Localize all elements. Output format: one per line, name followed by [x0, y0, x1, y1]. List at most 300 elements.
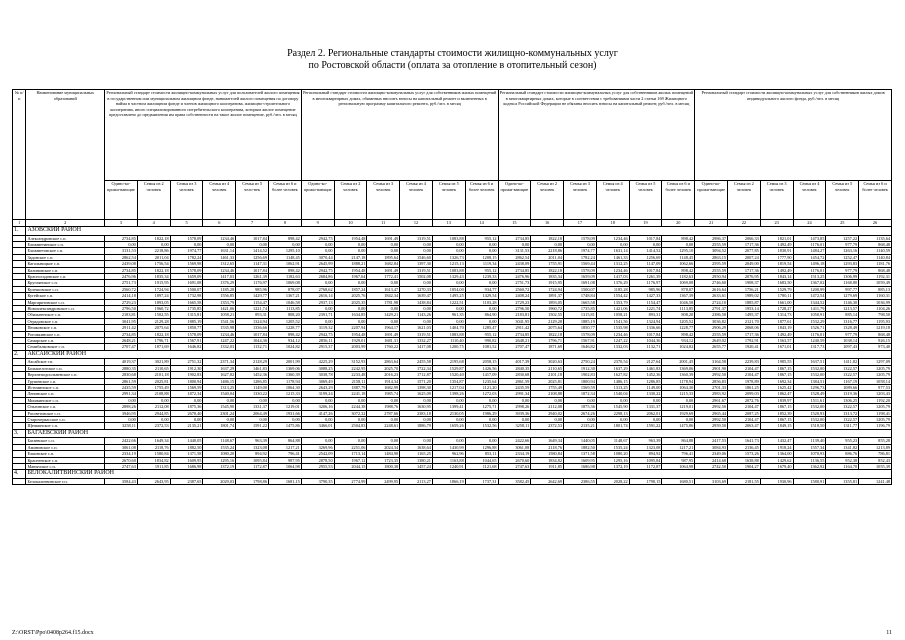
value-cell: 2108,88 — [137, 391, 170, 397]
value-cell: 1148,67 — [203, 438, 236, 444]
value-cell: 1882,50 — [170, 444, 203, 450]
value-cell: 1182,63 — [268, 273, 301, 279]
value-cell: 1800,94 — [564, 378, 597, 384]
value-cell: 1528,49 — [793, 391, 826, 397]
value-cell: 3041,95 — [105, 318, 138, 324]
value-cell: 1203,43 — [859, 391, 892, 397]
value-cell: 2862,54 — [498, 254, 531, 260]
value-cell: 3021,89 — [137, 359, 170, 365]
value-cell: 2135,21 — [170, 423, 203, 429]
subheader-cell: Семья из 4 человек — [203, 181, 236, 220]
value-cell: 2965,44 — [695, 410, 728, 416]
value-cell: 2422,66 — [105, 438, 138, 444]
value-cell: 1256,69 — [629, 254, 662, 260]
value-cell: 1362,92 — [793, 463, 826, 469]
value-cell: 0,00 — [400, 248, 433, 254]
value-cell: 2648,21 — [498, 338, 531, 344]
value-cell: 2414,68 — [695, 457, 728, 463]
value-cell: 898,42 — [662, 235, 695, 241]
value-cell: 1661,00 — [760, 299, 793, 305]
value-cell: 2455,58 — [400, 359, 433, 365]
value-cell: 1822,18 — [531, 235, 564, 241]
value-cell: 1149,00 — [629, 384, 662, 390]
value-cell: 1902,83 — [564, 372, 597, 378]
value-cell: 1176,97 — [629, 280, 662, 286]
value-cell: 2724,10 — [695, 299, 728, 305]
value-cell: 1119,34 — [465, 261, 498, 267]
value-cell: 1104,26 — [859, 305, 892, 311]
value-cell: 2121,70 — [728, 318, 761, 324]
value-cell: 1360,39 — [268, 372, 301, 378]
value-cell: 1989,02 — [728, 293, 761, 299]
value-cell: 1328,49 — [826, 325, 859, 331]
value-cell: 1649,34 — [531, 438, 564, 444]
value-cell: 1569,44 — [564, 261, 597, 267]
value-cell: 1988,76 — [367, 404, 400, 410]
value-cell: 1113,85 — [268, 305, 301, 311]
value-cell: 1580,84 — [137, 451, 170, 457]
value-cell: 0,00 — [367, 438, 400, 444]
value-cell: 2942,75 — [301, 331, 334, 337]
value-cell: 3584,43 — [105, 478, 138, 484]
value-cell: 894,92 — [629, 451, 662, 457]
value-cell: 1398,30 — [400, 384, 433, 390]
value-cell: 2066,33 — [728, 235, 761, 241]
value-cell: 1256,69 — [236, 254, 269, 260]
value-cell: 1492,49 — [760, 267, 793, 273]
value-cell: 1755,91 — [531, 261, 564, 267]
value-cell: 1760,22 — [367, 344, 400, 350]
value-cell: 1429,54 — [465, 293, 498, 299]
value-cell: 2555,59 — [695, 331, 728, 337]
value-cell: 0,00 — [367, 248, 400, 254]
value-cell: 1659,09 — [564, 273, 597, 279]
value-cell: 1038,14 — [826, 338, 859, 344]
value-cell: 3084,93 — [695, 444, 728, 450]
value-cell: 1376,29 — [203, 280, 236, 286]
value-cell: 0,00 — [432, 280, 465, 286]
value-cell: 2244,38 — [334, 404, 367, 410]
value-cell: 1330,22 — [629, 391, 662, 397]
value-cell: 2560,72 — [105, 286, 138, 292]
value-cell: 2438,09 — [498, 261, 531, 267]
value-cell: 1822,18 — [531, 267, 564, 273]
value-cell: 2025,70 — [367, 365, 400, 371]
value-cell: 1520,93 — [793, 410, 826, 416]
value-cell: 2251,06 — [334, 444, 367, 450]
value-cell: 0,00 — [334, 280, 367, 286]
value-cell: 1263,16 — [826, 248, 859, 254]
value-cell: 2207,94 — [334, 325, 367, 331]
column-number: 19 — [629, 220, 662, 227]
value-cell: 2183,81 — [498, 312, 531, 318]
municipality-name: Старочеркасское с.п. — [26, 416, 105, 422]
value-cell: 1306,99 — [826, 273, 859, 279]
value-cell: 1024,82 — [662, 344, 695, 350]
region-name: АКСАЙСКИЙ РАЙОН — [26, 350, 892, 359]
value-cell: 2218,86 — [137, 248, 170, 254]
value-cell: 2992,50 — [695, 404, 728, 410]
value-cell: 1541,56 — [596, 318, 629, 324]
value-cell: 0,00 — [367, 416, 400, 422]
value-cell: 1843,19 — [760, 325, 793, 331]
value-cell: 1247,22 — [596, 338, 629, 344]
value-cell: 3269,96 — [301, 444, 334, 450]
value-cell: 1205,52 — [662, 318, 695, 324]
value-cell: 1732,98 — [170, 293, 203, 299]
value-cell: 0,00 — [334, 305, 367, 311]
value-cell: 1372,19 — [596, 463, 629, 469]
value-cell: 1540,04 — [596, 391, 629, 397]
value-cell: 1822,18 — [137, 331, 170, 337]
column-number: 14 — [465, 220, 498, 227]
value-cell: 1978,89 — [728, 378, 761, 384]
value-cell: 1062,91 — [268, 261, 301, 267]
value-cell: 2961,67 — [695, 397, 728, 403]
value-cell: 0,00 — [236, 416, 269, 422]
value-cell: 1371,58 — [564, 451, 597, 457]
value-cell: 1219,01 — [662, 404, 695, 410]
municipality-name: Аксайское г.п. — [26, 359, 105, 365]
value-cell: 1886,79 — [400, 423, 433, 429]
value-cell: 0,00 — [105, 416, 138, 422]
value-cell: 1024,82 — [268, 344, 301, 350]
value-cell: 1397,30 — [400, 261, 433, 267]
subheader-cell: Семья из 6 и более человек — [859, 181, 892, 220]
header-subcolumns — [13, 181, 892, 220]
value-cell: 2911,42 — [105, 325, 138, 331]
subheader-cell: Семья из 3 человек — [564, 181, 597, 220]
value-cell: 1486,15 — [203, 378, 236, 384]
value-cell: 2025,76 — [334, 293, 367, 299]
value-cell: 853,11 — [465, 451, 498, 457]
value-cell: 1475,86 — [662, 423, 695, 429]
value-cell: 1680,51 — [662, 478, 695, 484]
municipality-name: Пешковское с.п. — [26, 325, 105, 331]
value-cell: 1234,46 — [203, 331, 236, 337]
value-cell: 1897,24 — [137, 293, 170, 299]
value-cell: 1355,81 — [826, 478, 859, 484]
value-cell: 973,40 — [859, 344, 892, 350]
value-cell: 1496,18 — [793, 261, 826, 267]
value-cell: 0,00 — [400, 438, 433, 444]
value-cell: 878,07 — [662, 286, 695, 292]
value-cell: 0,00 — [400, 397, 433, 403]
value-cell: 1147,09 — [629, 261, 662, 267]
value-cell: 1782,24 — [170, 254, 203, 260]
value-cell: 1240,91 — [432, 463, 465, 469]
value-cell: 2992,50 — [695, 372, 728, 378]
value-cell: 1261,39 — [236, 273, 269, 279]
value-cell: 2025,81 — [137, 378, 170, 384]
header-municipality: Наименование муниципальных образований — [26, 90, 105, 220]
value-cell: 1354,87 — [432, 378, 465, 384]
value-cell: 1054,00 — [432, 286, 465, 292]
value-cell: 1083,88 — [432, 235, 465, 241]
value-cell: 898,42 — [268, 267, 301, 273]
value-cell: 0,00 — [170, 416, 203, 422]
value-cell: 2742,50 — [695, 463, 728, 469]
value-cell: 2101,18 — [137, 372, 170, 378]
value-cell: 0,00 — [432, 241, 465, 247]
subheader-cell: Одино-ко-прожи-вающие — [301, 181, 334, 220]
value-cell: 934,12 — [662, 338, 695, 344]
value-cell: 2110,65 — [531, 365, 564, 371]
value-cell: 1929,69 — [662, 410, 695, 416]
value-cell: 1486,15 — [596, 378, 629, 384]
value-cell: 977,79 — [826, 241, 859, 247]
value-cell: 1208,15 — [465, 254, 498, 260]
value-cell: 1146,30 — [826, 299, 859, 305]
value-cell: 898,42 — [662, 267, 695, 273]
value-cell: 1062,66 — [662, 261, 695, 267]
value-cell: 1421,06 — [596, 305, 629, 311]
value-cell: 1421,06 — [203, 305, 236, 311]
value-cell: 1213,89 — [859, 444, 892, 450]
value-cell: 2942,75 — [301, 267, 334, 273]
value-cell: 1017,84 — [236, 235, 269, 241]
value-cell: 1165,25 — [400, 451, 433, 457]
value-cell: 1986,29 — [465, 410, 498, 416]
value-cell: 0,00 — [170, 397, 203, 403]
value-cell: 955,12 — [465, 267, 498, 273]
value-cell: 1875,36 — [170, 404, 203, 410]
value-cell: 1205,79 — [859, 365, 892, 371]
value-cell: 1332,27 — [400, 338, 433, 344]
value-cell: 1341,82 — [826, 444, 859, 450]
value-cell: 2504,83 — [334, 423, 367, 429]
value-cell: 0,00 — [301, 280, 334, 286]
value-cell: 1912,30 — [170, 365, 203, 371]
value-cell: 2063,47 — [728, 423, 761, 429]
value-cell: 1417,03 — [596, 273, 629, 279]
value-cell: 0,00 — [400, 280, 433, 286]
value-cell: 0,00 — [498, 397, 531, 403]
value-cell: 1219,18 — [859, 325, 892, 331]
value-cell: 1454,72 — [793, 254, 826, 260]
value-cell: 1800,94 — [170, 378, 203, 384]
value-cell: 1911,85 — [137, 463, 170, 469]
value-cell: 0,00 — [564, 416, 597, 422]
value-cell: 0,00 — [629, 241, 662, 247]
value-cell: 1148,45 — [268, 254, 301, 260]
value-cell: 1438,84 — [400, 299, 433, 305]
value-cell: 3072,32 — [334, 410, 367, 416]
value-cell: 1567,91 — [170, 338, 203, 344]
value-cell: 1217,21 — [662, 444, 695, 450]
value-cell: 1535,98 — [203, 325, 236, 331]
value-cell: 1069,08 — [268, 280, 301, 286]
value-cell: 796,41 — [662, 451, 695, 457]
value-cell: 1637,51 — [793, 359, 826, 365]
value-cell: 2016,23 — [367, 372, 400, 378]
value-cell: 1185,28 — [203, 286, 236, 292]
municipality-name: Самарское с.п. — [26, 338, 105, 344]
value-cell: 1557,34 — [793, 444, 826, 450]
value-cell: 1495,37 — [728, 312, 761, 318]
value-cell: 1842,34 — [367, 293, 400, 299]
value-cell: 0,00 — [367, 397, 400, 403]
value-cell: 2645,99 — [301, 261, 334, 267]
value-cell: 977,79 — [826, 267, 859, 273]
value-cell: 3061,08 — [105, 444, 138, 450]
value-cell: 0,00 — [629, 416, 662, 422]
value-cell: 2901,90 — [695, 365, 728, 371]
value-cell: 1872,34 — [170, 391, 203, 397]
municipality-name: Кагальницкое с.п. — [26, 261, 105, 267]
value-cell: 1526,71 — [793, 325, 826, 331]
value-cell: 1192,20 — [859, 397, 892, 403]
value-cell: 1372,19 — [203, 463, 236, 469]
value-cell: 1849,15 — [760, 423, 793, 429]
value-cell: 2239,83 — [728, 359, 761, 365]
municipality-name: Багаевское с.п. — [26, 438, 105, 444]
value-cell: 1235,64 — [465, 378, 498, 384]
value-cell: 1974,77 — [170, 248, 203, 254]
value-cell: 1336,66 — [629, 325, 662, 331]
value-cell: 3258,11 — [105, 423, 138, 429]
municipality-name: Ажиновское с.п. — [26, 444, 105, 450]
value-cell: 1324,94 — [629, 318, 662, 324]
column-number: 13 — [432, 220, 465, 227]
value-cell: 1239,33 — [465, 273, 498, 279]
value-cell: 886,76 — [826, 451, 859, 457]
subheader-cell: Семья из 6 и более человек — [268, 181, 301, 220]
value-cell: 1914,34 — [367, 378, 400, 384]
value-cell: 1954,48 — [334, 267, 367, 273]
value-cell: 4147,26 — [301, 410, 334, 416]
value-cell: 1272,03 — [465, 391, 498, 397]
value-cell: 1314,73 — [760, 312, 793, 318]
value-cell: 1135,64 — [859, 235, 892, 241]
value-cell: 0,00 — [334, 416, 367, 422]
value-cell: 2104,47 — [728, 404, 761, 410]
value-cell: 1427,33 — [629, 293, 662, 299]
value-cell: 1234,46 — [203, 235, 236, 241]
municipality-name: Александровское с.п. — [26, 235, 105, 241]
value-cell: 2028,22 — [596, 478, 629, 484]
value-cell: 1638,64 — [400, 444, 433, 450]
value-cell: 1430,99 — [432, 444, 465, 450]
value-cell: 3094,52 — [695, 248, 728, 254]
value-cell: 1569,59 — [564, 384, 597, 390]
value-cell: 1857,24 — [334, 286, 367, 292]
value-cell: 1322,57 — [826, 365, 859, 371]
subheader-cell: Семья из 4 человек — [793, 181, 826, 220]
value-cell: 1502,08 — [400, 273, 433, 279]
header-group-3: Региональный стандарт стоимости жилищно-коммунальных услуг для собственников жилых помещений в многоквартирных домах, которые в соответствии с требованиями части 2 статьи 169 Жилищного кодекса Российской Федерации не обязаны вносить взносы на капитальный ремонт, руб./чел. в месяц — [498, 90, 695, 181]
value-cell: 1665,58 — [170, 299, 203, 305]
value-cell: 1103,28 — [465, 299, 498, 305]
value-cell: 1095,84 — [629, 457, 662, 463]
table-row — [13, 478, 892, 484]
value-cell: 1297,09 — [859, 359, 892, 365]
value-cell: 3582,45 — [498, 478, 531, 484]
value-cell: 1621,03 — [400, 325, 433, 331]
value-cell: 1353,79 — [203, 299, 236, 305]
value-cell: 2372,53 — [531, 423, 564, 429]
value-cell: 1782,24 — [564, 254, 597, 260]
value-cell: 1781,98 — [367, 299, 400, 305]
value-cell: 2911,42 — [498, 325, 531, 331]
value-cell: 955,12 — [465, 235, 498, 241]
value-cell: 1404,70 — [432, 325, 465, 331]
value-cell: 1724,94 — [137, 286, 170, 292]
value-cell: 0,00 — [367, 241, 400, 247]
value-cell: 1228,77 — [662, 325, 695, 331]
value-cell: 2001,99 — [268, 359, 301, 365]
column-number: 6 — [203, 220, 236, 227]
value-cell: 1580,84 — [531, 451, 564, 457]
value-cell: 1083,88 — [432, 267, 465, 273]
value-cell: 1322,57 — [826, 404, 859, 410]
value-cell: 1484,27 — [793, 248, 826, 254]
value-cell: 1520,40 — [432, 372, 465, 378]
header-group-1: Региональный стандарт стоимости жилищно-коммунальных услуг для пользователей жилого помещения в государственном или муниципальном жилищном фонде, нанимателей жилого помещения по договору найма в частном жилищном фонде и членов жилищного кооператива, жилищно-строительного кооператива, иного специализированного потребительского кооператива, которым жилое помещение предоставлено до предъявления им права собственности на такое жилое помещение, руб./чел. в месяц — [105, 90, 302, 181]
value-cell: 1541,56 — [203, 318, 236, 324]
value-cell: 3069,49 — [301, 378, 334, 384]
value-cell: 898,42 — [268, 331, 301, 337]
value-cell: 4225,29 — [301, 359, 334, 365]
value-cell: 0,00 — [596, 397, 629, 403]
value-cell: 2670,60 — [105, 457, 138, 463]
value-cell: 885,14 — [826, 312, 859, 318]
value-cell: 1331,37 — [236, 404, 269, 410]
municipality-name: Маргаритовское с.п. — [26, 299, 105, 305]
value-cell: 2003,99 — [334, 344, 367, 350]
value-cell: 1796,71 — [137, 338, 170, 344]
municipality-name: Грушевское с.п. — [26, 378, 105, 384]
value-cell: 2678,40 — [170, 410, 203, 416]
value-cell: 0,00 — [400, 241, 433, 247]
value-cell: 0,00 — [465, 318, 498, 324]
value-cell: 1293,83 — [826, 261, 859, 267]
value-cell: 1772,41 — [367, 273, 400, 279]
value-cell: 2937,13 — [301, 299, 334, 305]
value-cell: 1929,01 — [334, 338, 367, 344]
value-cell: 0,00 — [137, 241, 170, 247]
value-cell: 1545,90 — [596, 404, 629, 410]
value-cell: 0,00 — [564, 397, 597, 403]
value-cell: 2072,76 — [728, 397, 761, 403]
value-cell: 2007,24 — [728, 254, 761, 260]
value-cell: 1205,79 — [859, 372, 892, 378]
value-cell: 1426,56 — [465, 365, 498, 371]
subheader-cell: Семья из 2 человек — [728, 181, 761, 220]
value-cell: 1046,58 — [268, 299, 301, 305]
value-cell: 1176,01 — [793, 267, 826, 273]
value-cell: 2049,00 — [728, 261, 761, 267]
value-cell: 1081,52 — [465, 344, 498, 350]
region-number: 3. — [13, 429, 26, 438]
value-cell: 1748,84 — [564, 293, 597, 299]
value-cell: 1429,62 — [760, 457, 793, 463]
value-cell: 1540,04 — [203, 391, 236, 397]
value-cell: 1871,69 — [137, 344, 170, 350]
value-cell: 955,23 — [826, 438, 859, 444]
value-cell: 1432,47 — [760, 438, 793, 444]
value-cell: 1637,29 — [203, 365, 236, 371]
value-cell: 1178,94 — [268, 378, 301, 384]
value-cell: 1681,15 — [268, 478, 301, 484]
value-cell: 1360,39 — [662, 372, 695, 378]
value-cell: 0,00 — [105, 397, 138, 403]
municipality-name: Истоминское с.п. — [26, 384, 105, 390]
value-cell: 2643,29 — [301, 384, 334, 390]
value-cell: 3939,36 — [498, 410, 531, 416]
value-cell: 2863,15 — [695, 254, 728, 260]
value-cell: 1286,85 — [236, 378, 269, 384]
